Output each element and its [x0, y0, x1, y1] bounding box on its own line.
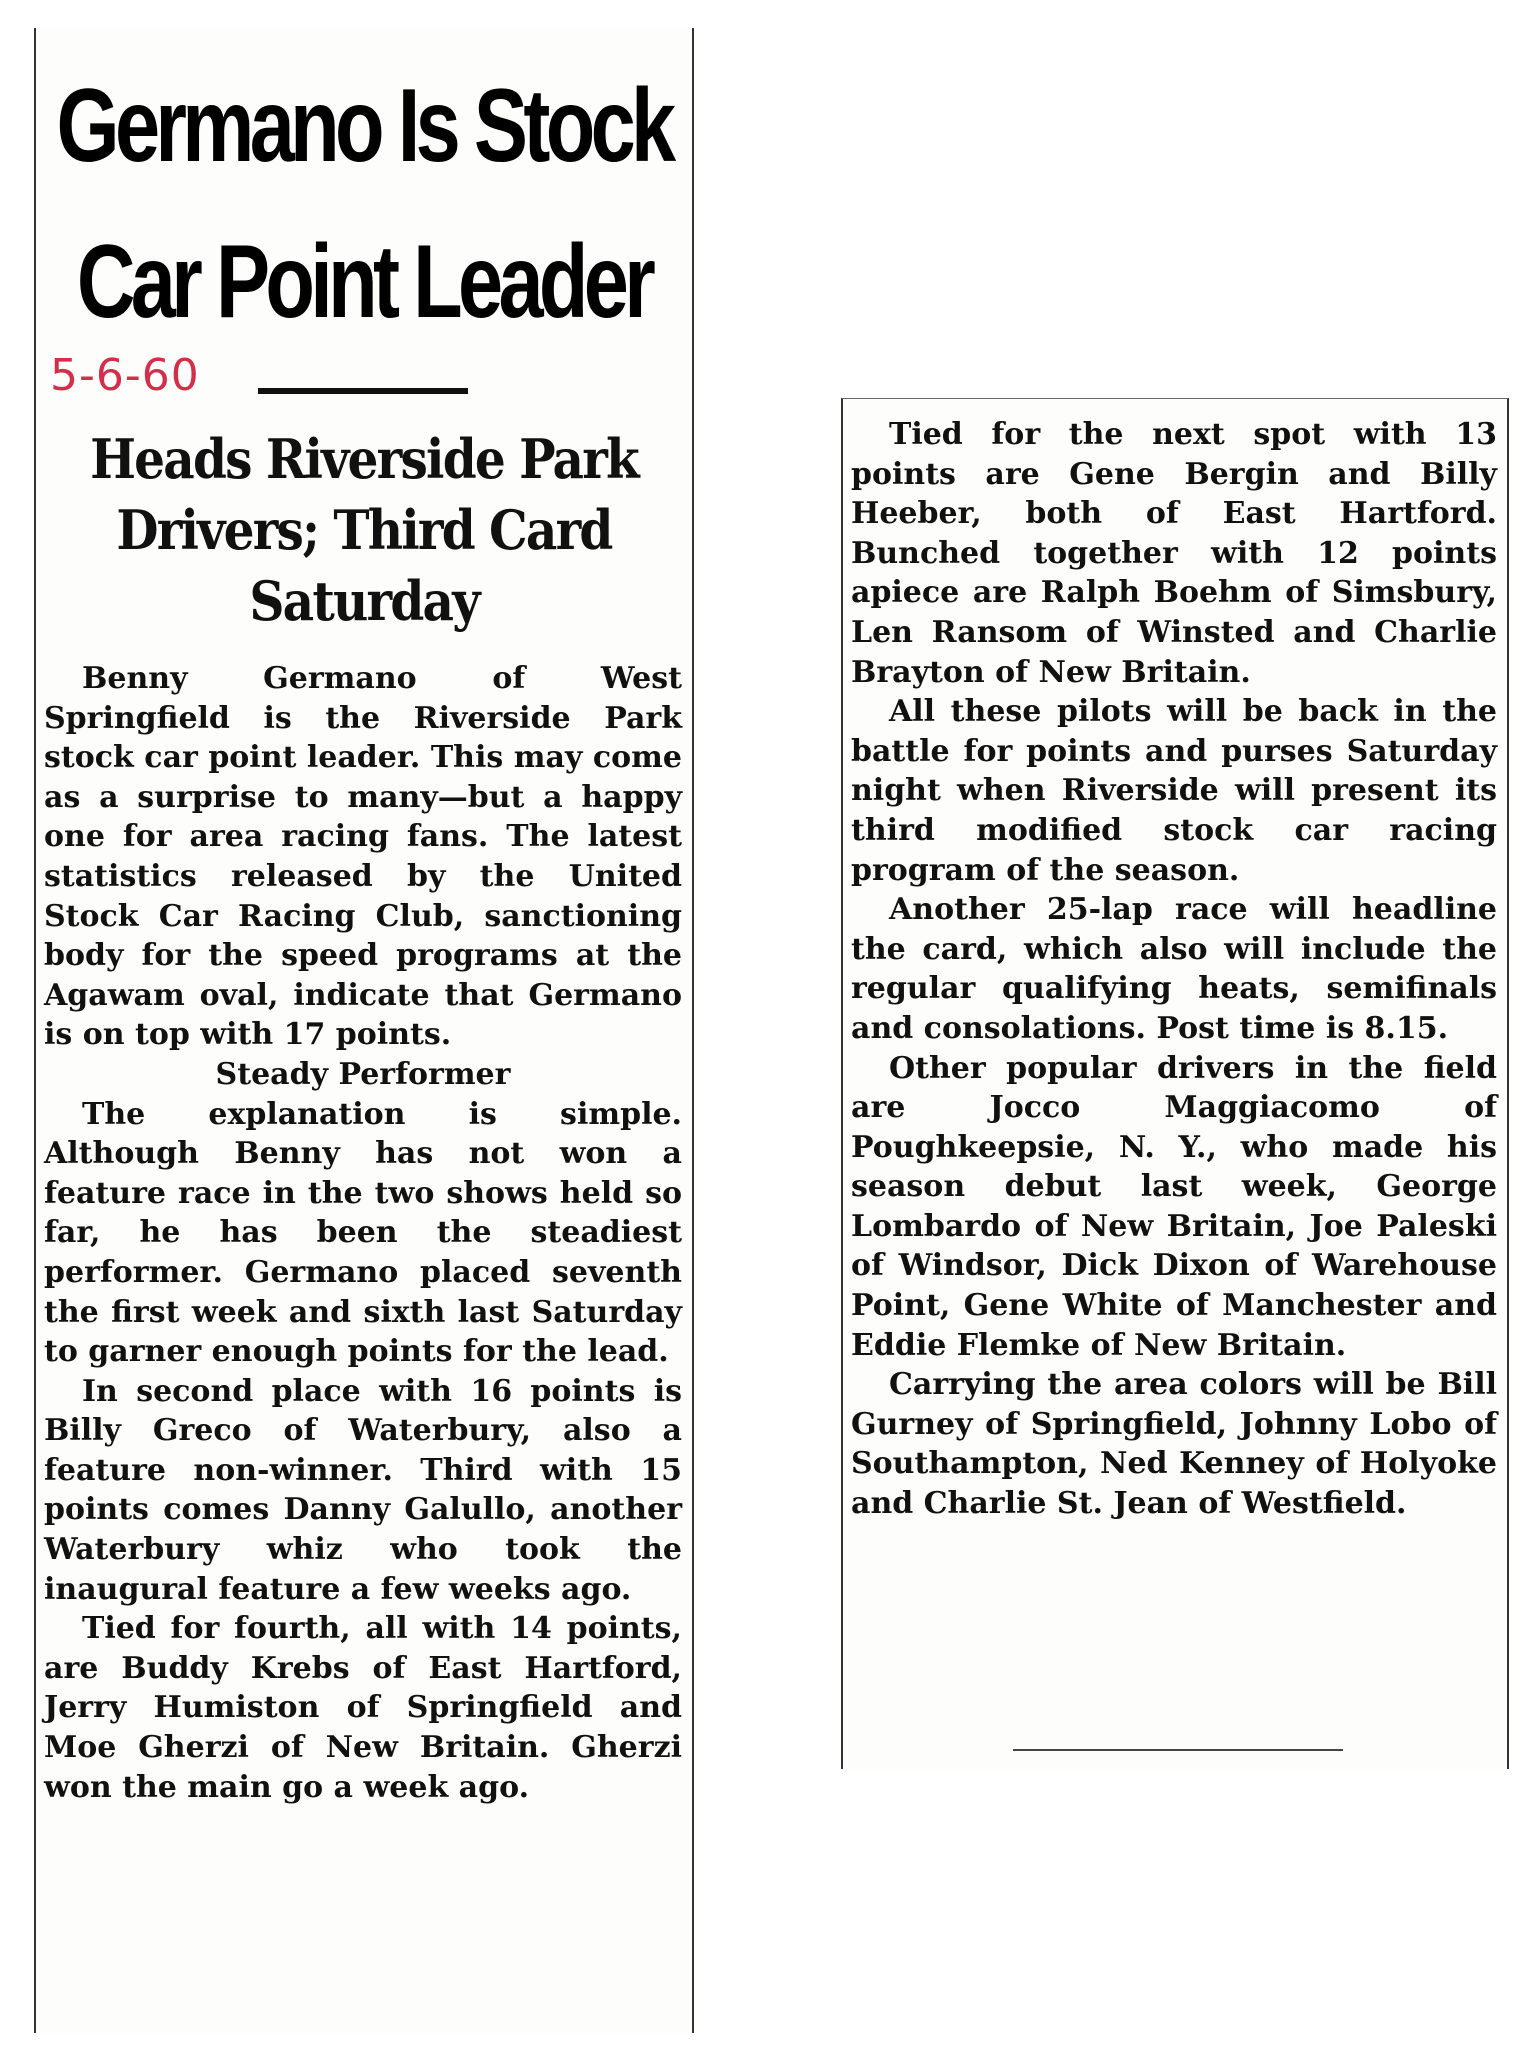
paragraph: Benny Germano of West Springfield is the Riverside Park stock car point leader. This may come as a surprise to many—but a happy one for area racing fans. The latest statistics released by the United Stock Car Racing Club, sanctioning body for the speed programs at the Agawam oval, indicate that Germano is on top with 17 points.	[44, 661, 682, 1053]
paragraph: In second place with 16 points is Billy Greco of Waterbury, also a feature non-winner. Third with 15 points comes Danny Galullo, another Waterbury whiz who took the inaugural feature a few weeks ago.	[44, 1373, 682, 1607]
clipping-right-column	[841, 398, 1509, 1769]
headline: Germano Is Stock Car Point Leader	[56, 68, 672, 340]
left-body-text	[36, 659, 692, 1807]
section-heading: Steady Performer	[215, 1056, 511, 1092]
dateline	[36, 350, 692, 414]
paragraph: All these pilots will be back in the battle for points and purses Saturday night when Riverside will present its third modified stock car racing program of the season.	[851, 694, 1497, 888]
paragraph: Tied for the next spot with 13 points are Gene Bergin and Billy Heeber, both of East Hartford. Bunched together with 12 points apiece are Ralph Boehm of Simsbury, Len Ransom of Winsted and Charlie Brayton of New Britain.	[851, 417, 1497, 690]
right-body-text	[843, 399, 1507, 1524]
paragraph: Carrying the area colors will be Bill Gurney of Springfield, Johnny Lobo of Southampton, Ned Kenney of Holyoke and Charlie St. Jean of Westfield.	[851, 1367, 1497, 1522]
end-of-article-rule	[1013, 1749, 1343, 1751]
paragraph: The explanation is simple. Although Benny has not won a feature race in the two shows held so far, he has been the steadiest performer. Germano placed seventh the first week and sixth last Saturday to garner enough points for the lead.	[44, 1096, 682, 1370]
paragraph: Another 25-lap race will headline the card, which also will include the regular qualifying heats, semifinals and consolations. Post time is 8.15.	[851, 892, 1497, 1046]
clipping-left-column	[34, 28, 694, 2033]
paragraph: Other popular drivers in the field are Jocco Maggiacomo of Poughkeepsie, N. Y., who made his season debut last week, George Lombardo of New Britain, Joe Paleski of Windsor, Dick Dixon of Warehouse Point, Gene White of Manchester and Eddie Flemke of New Britain.	[851, 1050, 1497, 1363]
paragraph: Tied for fourth, all with 14 points, are Buddy Krebs of East Hartford, Jerry Humiston of Springfield and Moe Gherzi of New Britain. Gherzi won the main go a week ago.	[44, 1611, 682, 1805]
subheadline: Heads Riverside Park Drivers; Third Card Saturday	[90, 427, 638, 633]
handwritten-date: 5-6-60	[50, 350, 200, 401]
headline-divider	[258, 388, 468, 394]
